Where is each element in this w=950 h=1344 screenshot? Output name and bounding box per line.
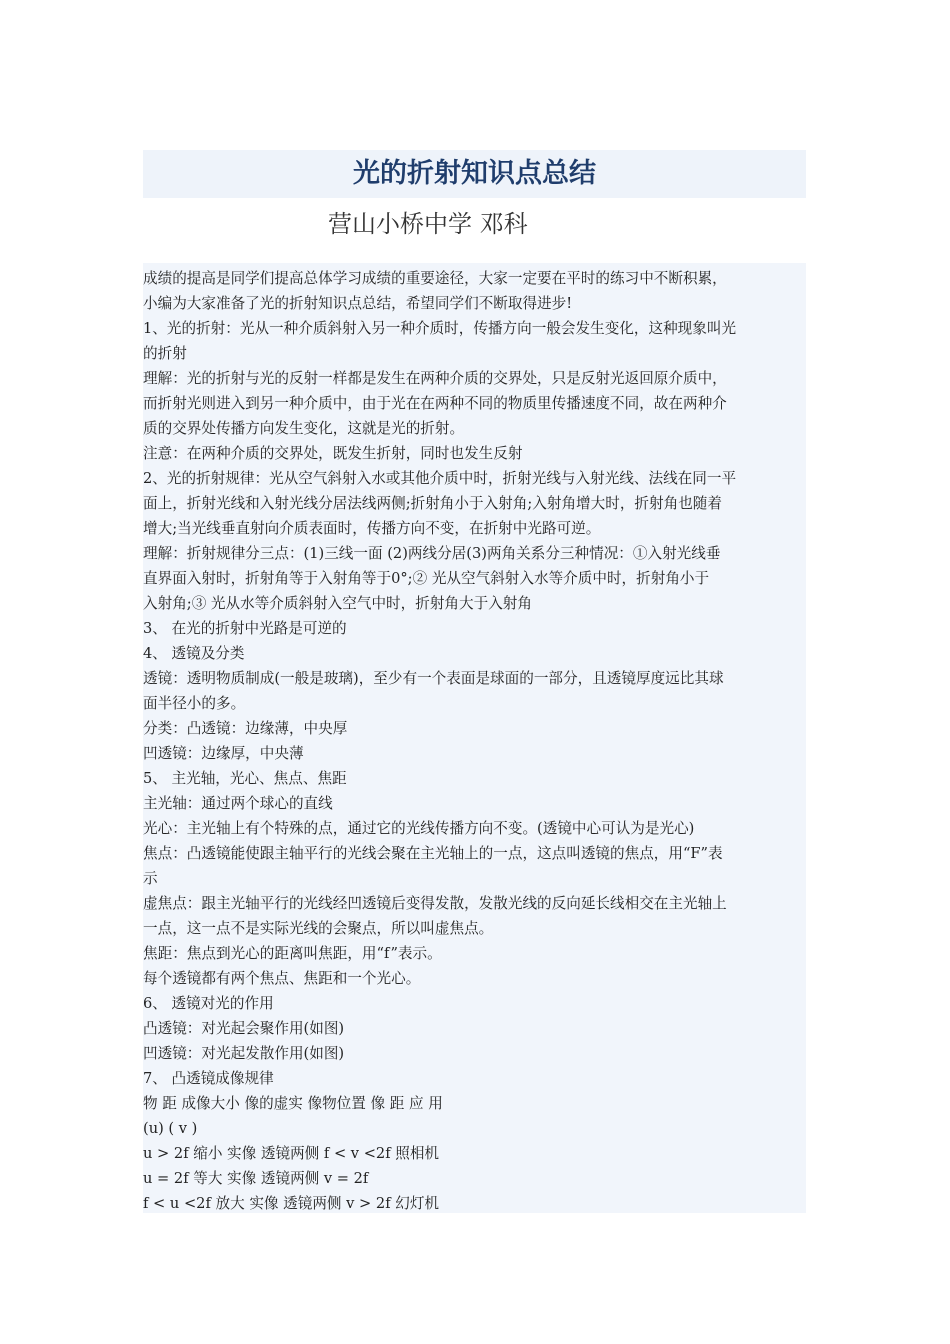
body-line: 虚焦点：跟主光轴平行的光线经凹透镜后变得发散，发散光线的反向延长线相交在主光轴上 <box>143 895 727 912</box>
body-line: 5、 主光轴，光心、焦点、焦距 <box>143 770 347 787</box>
body-line: 透镜：透明物质制成(一般是玻璃)，至少有一个表面是球面的一部分，且透镜厚度远比其球 <box>143 670 724 687</box>
body-line: 理解：折射规律分三点：(1)三线一面 (2)两线分居(3)两角关系分三种情况：①入射光线垂 <box>143 545 721 562</box>
body-line: 示 <box>143 870 158 887</box>
body-line: 1、光的折射：光从一种介质斜射入另一种介质时，传播方向一般会发生变化，这种现象叫光 <box>143 320 737 337</box>
body-line: u = 2f 等大 实像 透镜两侧 v = 2f <box>143 1170 369 1187</box>
body-line: 2、光的折射规律：光从空气斜射入水或其他介质中时，折射光线与入射光线、法线在同一平 <box>143 470 737 487</box>
body-line: 每个透镜都有两个焦点、焦距和一个光心。 <box>143 970 421 987</box>
body-line: 凹透镜：边缘厚，中央薄 <box>143 745 304 762</box>
document-title: 光的折射知识点总结 <box>353 158 596 189</box>
body-line: u > 2f 缩小 实像 透镜两侧 f < v <2f 照相机 <box>143 1145 440 1162</box>
body-line: 成绩的提高是同学们提高总体学习成绩的重要途径，大家一定要在平时的练习中不断积累， <box>143 270 727 287</box>
body-line: 主光轴：通过两个球心的直线 <box>143 795 333 812</box>
body-line: 面上，折射光线和入射光线分居法线两侧;折射角小于入射角;入射角增大时，折射角也随着 <box>143 495 722 512</box>
body-line: 分类：凸透镜：边缘薄，中央厚 <box>143 720 348 737</box>
body-line: 增大;当光线垂直射向介质表面时，传播方向不变，在折射中光路可逆。 <box>143 520 601 537</box>
body-line: 入射角;③ 光从水等介质斜射入空气中时，折射角大于入射角 <box>143 595 532 612</box>
body-line: 的折射 <box>143 345 187 362</box>
body-line: 焦点：凸透镜能使跟主轴平行的光线会聚在主光轴上的一点，这点叫透镜的焦点，用“F”表 <box>143 845 723 862</box>
document-subtitle: 营山小桥中学 邓科 <box>328 210 528 238</box>
body-line: 4、 透镜及分类 <box>143 645 245 662</box>
body-line: 物 距 成像大小 像的虚实 像物位置 像 距 应 用 <box>143 1095 443 1112</box>
body-line: 3、 在光的折射中光路是可逆的 <box>143 620 347 637</box>
body-line: 质的交界处传播方向发生变化，这就是光的折射。 <box>143 420 465 437</box>
body-line: 小编为大家准备了光的折射知识点总结，希望同学们不断取得进步! <box>143 295 573 312</box>
body-line: 光心：主光轴上有个特殊的点，通过它的光线传播方向不变。(透镜中心可认为是光心) <box>143 820 695 837</box>
body-line: 面半径小的多。 <box>143 695 246 712</box>
body-line: 6、 透镜对光的作用 <box>143 995 274 1012</box>
body-line: 而折射光则进入到另一种介质中，由于光在在两种不同的物质里传播速度不同，故在两种介 <box>143 395 727 412</box>
body-line: 7、 凸透镜成像规律 <box>143 1070 274 1087</box>
body-line: 一点，这一点不是实际光线的会聚点，所以叫虚焦点。 <box>143 920 494 937</box>
body-line: 理解：光的折射与光的反射一样都是发生在两种介质的交界处，只是反射光返回原介质中， <box>143 370 727 387</box>
body-line: 焦距：焦点到光心的距离叫焦距，用“f”表示。 <box>143 945 442 962</box>
document-body <box>143 266 806 1216</box>
body-line: f < u <2f 放大 实像 透镜两侧 v > 2f 幻灯机 <box>143 1195 440 1212</box>
body-line: 直界面入射时，折射角等于入射角等于0°;② 光从空气斜射入水等介质中时，折射角小于 <box>143 570 710 587</box>
body-line: 注意：在两种介质的交界处，既发生折射，同时也发生反射 <box>143 445 523 462</box>
body-line: (u) ( v ) <box>143 1120 198 1137</box>
body-line: 凸透镜：对光起会聚作用(如图) <box>143 1020 345 1037</box>
body-line: 凹透镜：对光起发散作用(如图) <box>143 1045 345 1062</box>
